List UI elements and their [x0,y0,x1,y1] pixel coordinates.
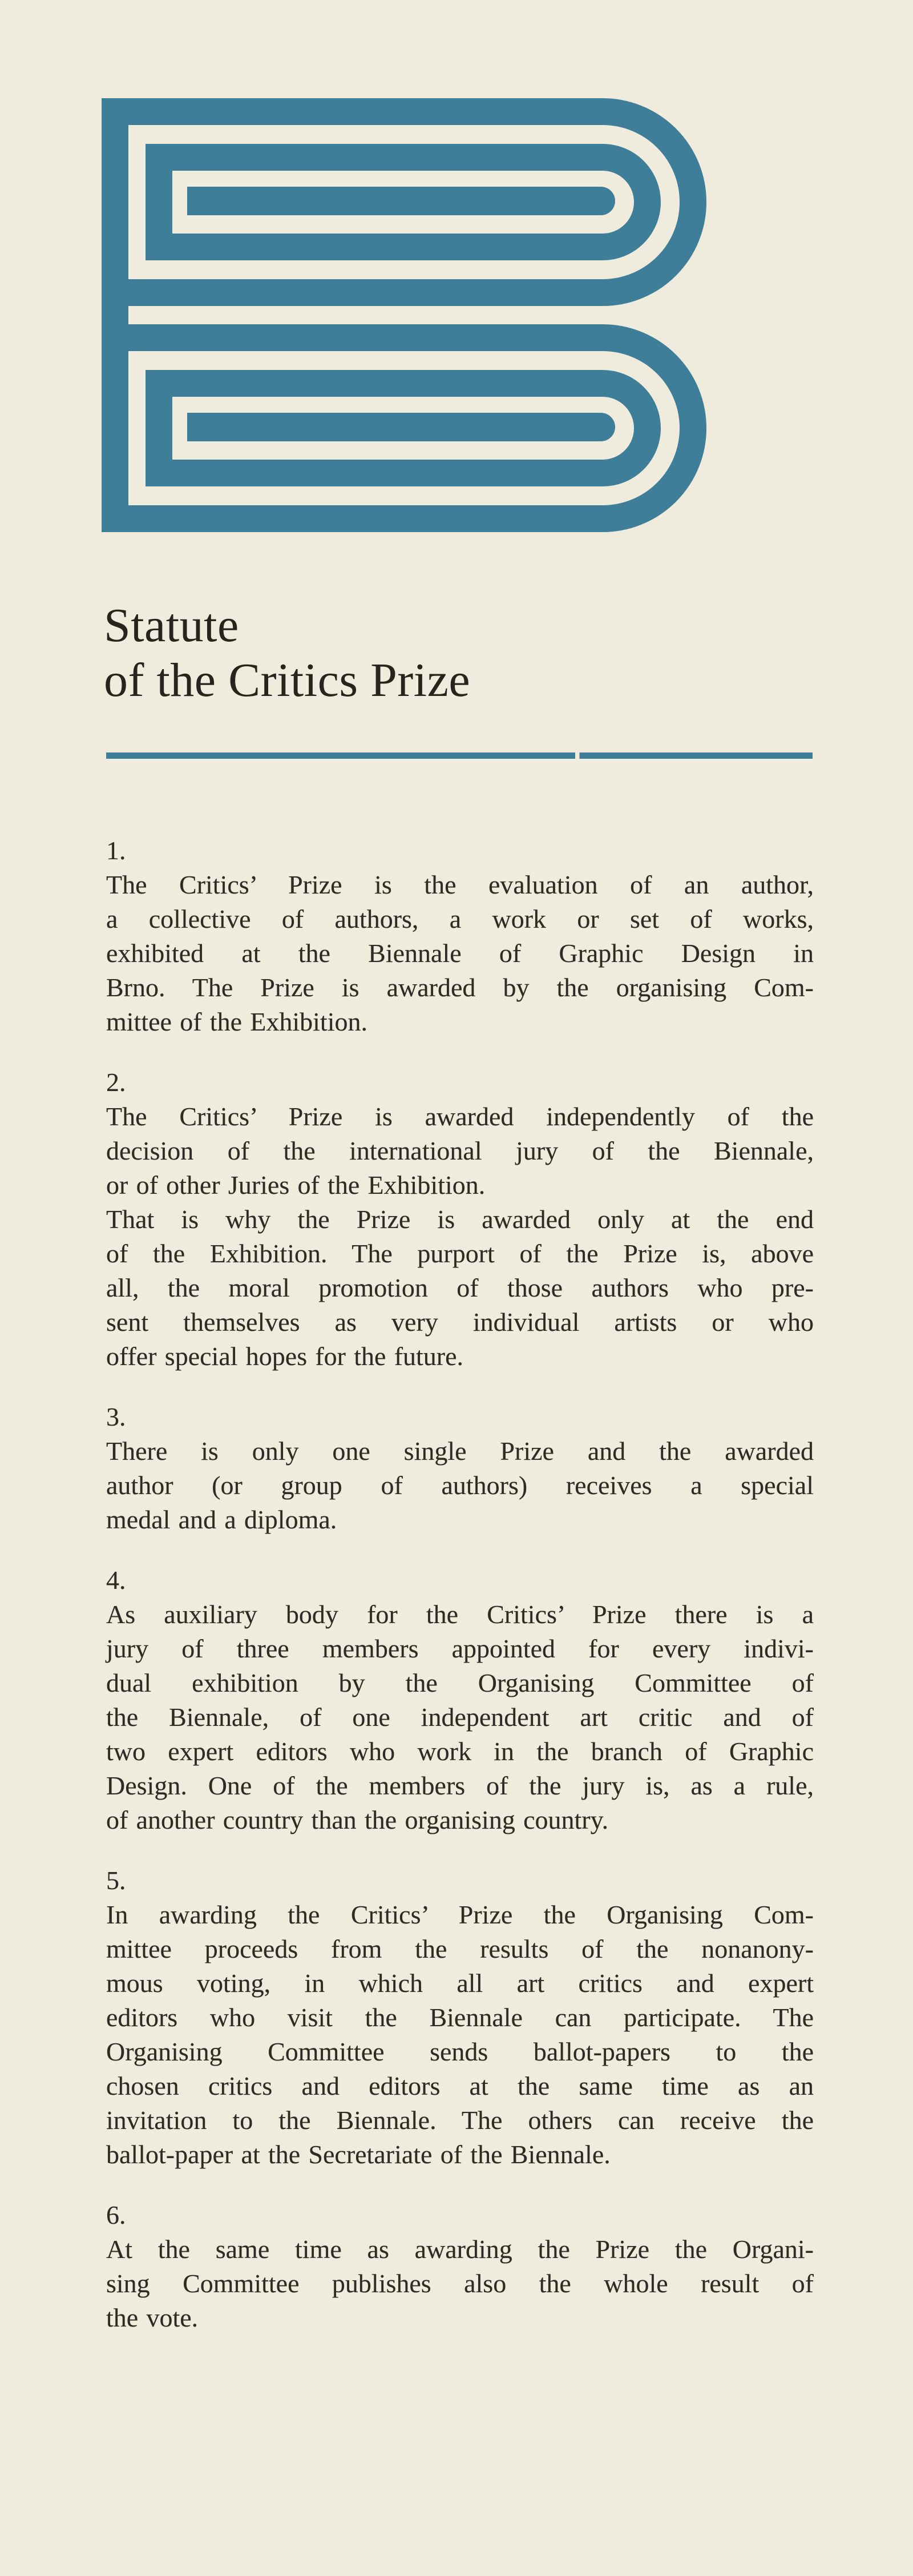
paragraph-line: offer special hopes for the future. [106,1342,464,1371]
paragraph-line: medal and a diploma. [106,1505,337,1534]
sections [106,834,814,2361]
paragraph-line: At the same time as awarding the Prize the Organi- [106,2235,814,2264]
statute-section-4 [106,1563,814,1837]
paragraph-line: There is only one single Prize and the awarded [106,1436,814,1466]
title-divider-rule [106,752,813,759]
paragraph-line: exhibited at the Biennale of Graphic Design in [106,939,814,968]
paragraph-line: The Critics’ Prize is the evaluation of an author, [106,870,814,899]
paragraph-line: ballot-paper at the Secretariate of the Biennale. [106,2140,611,2169]
paragraph-line: two expert editors who work in the branch of Graphic [106,1737,814,1766]
paragraph-line: chosen critics and editors at the same time as an [106,2071,814,2100]
logo-upper-core-bar [187,187,615,215]
paragraph-line: mous voting, in which all art critics and expert [106,1969,814,1998]
paragraph-line: dual exhibition by the Organising Committee of [106,1668,814,1697]
paragraph-line: mittee of the Exhibition. [106,1007,367,1036]
paragraph-line: Organising Committee sends ballot-papers to the [106,2037,814,2066]
paragraph-line: a collective of authors, a work or set of works, [106,904,814,933]
paragraph-line: author (or group of authors) receives a special [106,1471,814,1500]
paragraph-line: jury of three members appointed for every indivi- [106,1634,814,1663]
paragraph-line: of the Exhibition. The purport of the Prize is, above [106,1239,814,1268]
statute-section-6 [106,2198,814,2335]
section-number: 3. [106,1402,126,1431]
paragraph-line: or of other Juries of the Exhibition. [106,1170,486,1200]
statute-section-3 [106,1400,814,1537]
page-title [104,598,846,708]
paragraph-line: editors who visit the Biennale can participate. The [106,2003,814,2032]
section-number: 5. [106,1866,126,1895]
page-title-line-2: of the Critics Prize [104,654,471,707]
paragraph-line: all, the moral promotion of those authors who pre- [106,1273,814,1302]
paragraph-line: In awarding the Critics’ Prize the Organising Com- [106,1900,814,1929]
section-number: 4. [106,1565,126,1595]
paragraph-line: invitation to the Biennale. The others can receive the [106,2106,814,2135]
page-title-line-1: Statute [104,599,239,652]
logo-lower-core-bar [187,413,615,441]
statute-section-5 [106,1863,814,2172]
paragraph-line: Design. One of the members of the jury is, as a rule, [106,1771,814,1800]
paragraph-line: sent themselves as very individual artists or who [106,1307,814,1337]
paragraph-line: Brno. The Prize is awarded by the organising Com- [106,973,814,1002]
paragraph-line: sing Committee publishes also the whole result of [106,2269,814,2298]
biennale-b-logo-graphic [102,98,706,532]
biennale-b-logo [102,98,706,532]
paragraph-line: As auxiliary body for the Critics’ Prize there is a [106,1600,814,1629]
paragraph-line: mittee proceeds from the results of the nonanony- [106,1934,814,1963]
section-number: 2. [106,1068,126,1097]
paragraph-line: the vote. [106,2303,199,2332]
statute-section-2 [106,1065,814,1374]
paragraph-line: That is why the Prize is awarded only at the end [106,1205,814,1234]
section-number: 1. [106,836,126,865]
paragraph-line: decision of the international jury of the Biennale, [106,1136,814,1165]
paragraph-line: of another country than the organising country. [106,1805,609,1834]
paragraph-line: the Biennale, of one independent art critic and of [106,1702,814,1732]
statute-section-1 [106,834,814,1039]
section-number: 6. [106,2200,126,2229]
paragraph-line: The Critics’ Prize is awarded independently of the [106,1102,814,1131]
